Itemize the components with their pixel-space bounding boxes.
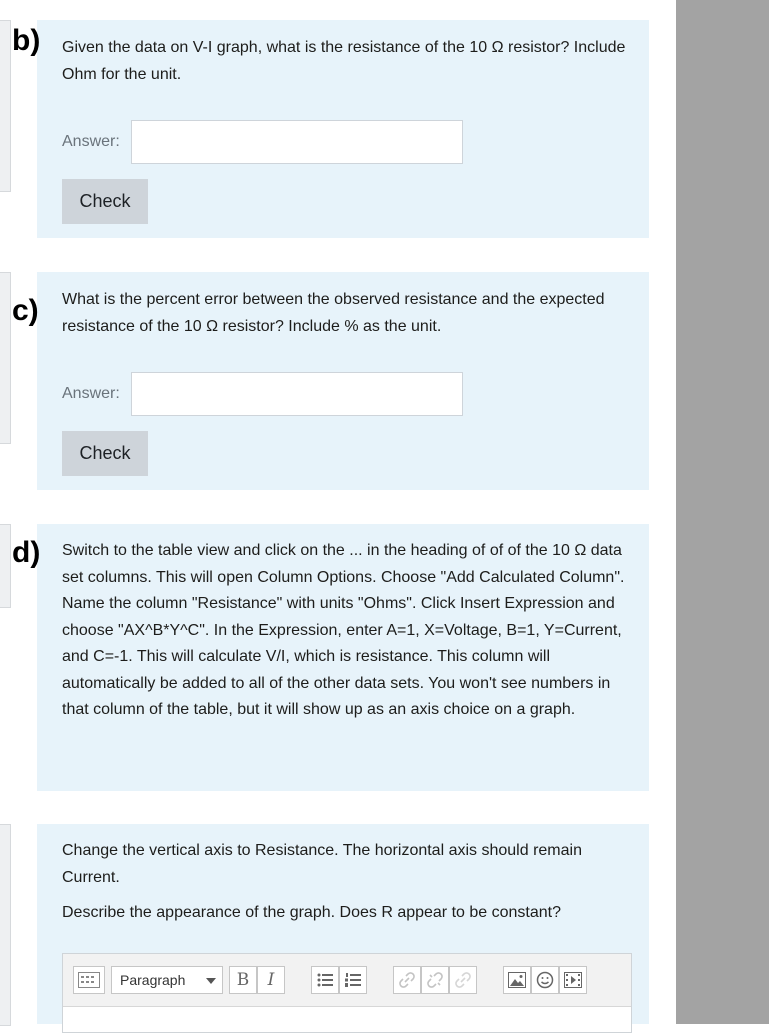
emoji-icon[interactable] xyxy=(531,966,559,994)
essay-instruction: Change the vertical axis to Resistance. The horizontal axis should remain Current. xyxy=(62,842,582,886)
question-marker: b) xyxy=(12,24,41,57)
rich-text-editor[interactable] xyxy=(62,953,632,1033)
question-text: What is the percent error between the observed resistance and the expected resistance of the 10 Ω resistor? Include % as the unit. xyxy=(62,291,605,335)
check-button[interactable]: Check xyxy=(62,431,148,476)
ordered-list-icon[interactable] xyxy=(339,966,367,994)
paragraph-format-label: Paragraph xyxy=(120,972,186,988)
anchor-link-icon[interactable] xyxy=(449,966,477,994)
bold-button[interactable]: B xyxy=(229,966,257,994)
question-text: Given the data on V-I graph, what is the resistance of the 10 Ω resistor? Include Ohm for the unit. xyxy=(62,39,626,83)
chevron-down-icon xyxy=(206,978,216,984)
essay-question: Describe the appearance of the graph. Does R appear to be constant? xyxy=(62,904,561,921)
question-text: Switch to the table view and click on the ... in the heading of of of the 10 Ω data set columns. This will open Column Options. Choose "Add Calculated Column". Name the column "Resistance" with units "Ohms". Click Insert Expression and choose "AX^B*Y^C". In the Expression, enter A=1, X=Voltage, B=1, Y=Current, and C=-1. This will calculate V/I, which is resistance. This column will automatically be added to all of the other data sets. You won't see numbers in that column of the table, but it will show up as an axis choice on a graph. xyxy=(62,542,625,718)
link-icon[interactable] xyxy=(393,966,421,994)
toolbar-toggle-icon[interactable] xyxy=(73,966,105,994)
answer-label: Answer: xyxy=(62,385,120,402)
question-marker: d) xyxy=(12,536,41,569)
question-marker: c) xyxy=(12,294,39,327)
media-icon[interactable] xyxy=(559,966,587,994)
unlink-icon[interactable] xyxy=(421,966,449,994)
image-icon[interactable] xyxy=(503,966,531,994)
paragraph-format-select[interactable] xyxy=(111,966,223,994)
question-nav-tab xyxy=(0,272,11,444)
answer-label: Answer: xyxy=(62,133,120,150)
editor-toolbar xyxy=(63,954,631,1007)
question-nav-tab xyxy=(0,20,11,192)
answer-input[interactable] xyxy=(131,120,463,164)
answer-input[interactable] xyxy=(131,372,463,416)
italic-button[interactable]: I xyxy=(257,966,285,994)
check-button[interactable]: Check xyxy=(62,179,148,224)
unordered-list-icon[interactable] xyxy=(311,966,339,994)
question-nav-tab xyxy=(0,824,11,1026)
right-gray-panel xyxy=(676,0,769,1024)
question-nav-tab xyxy=(0,524,11,608)
